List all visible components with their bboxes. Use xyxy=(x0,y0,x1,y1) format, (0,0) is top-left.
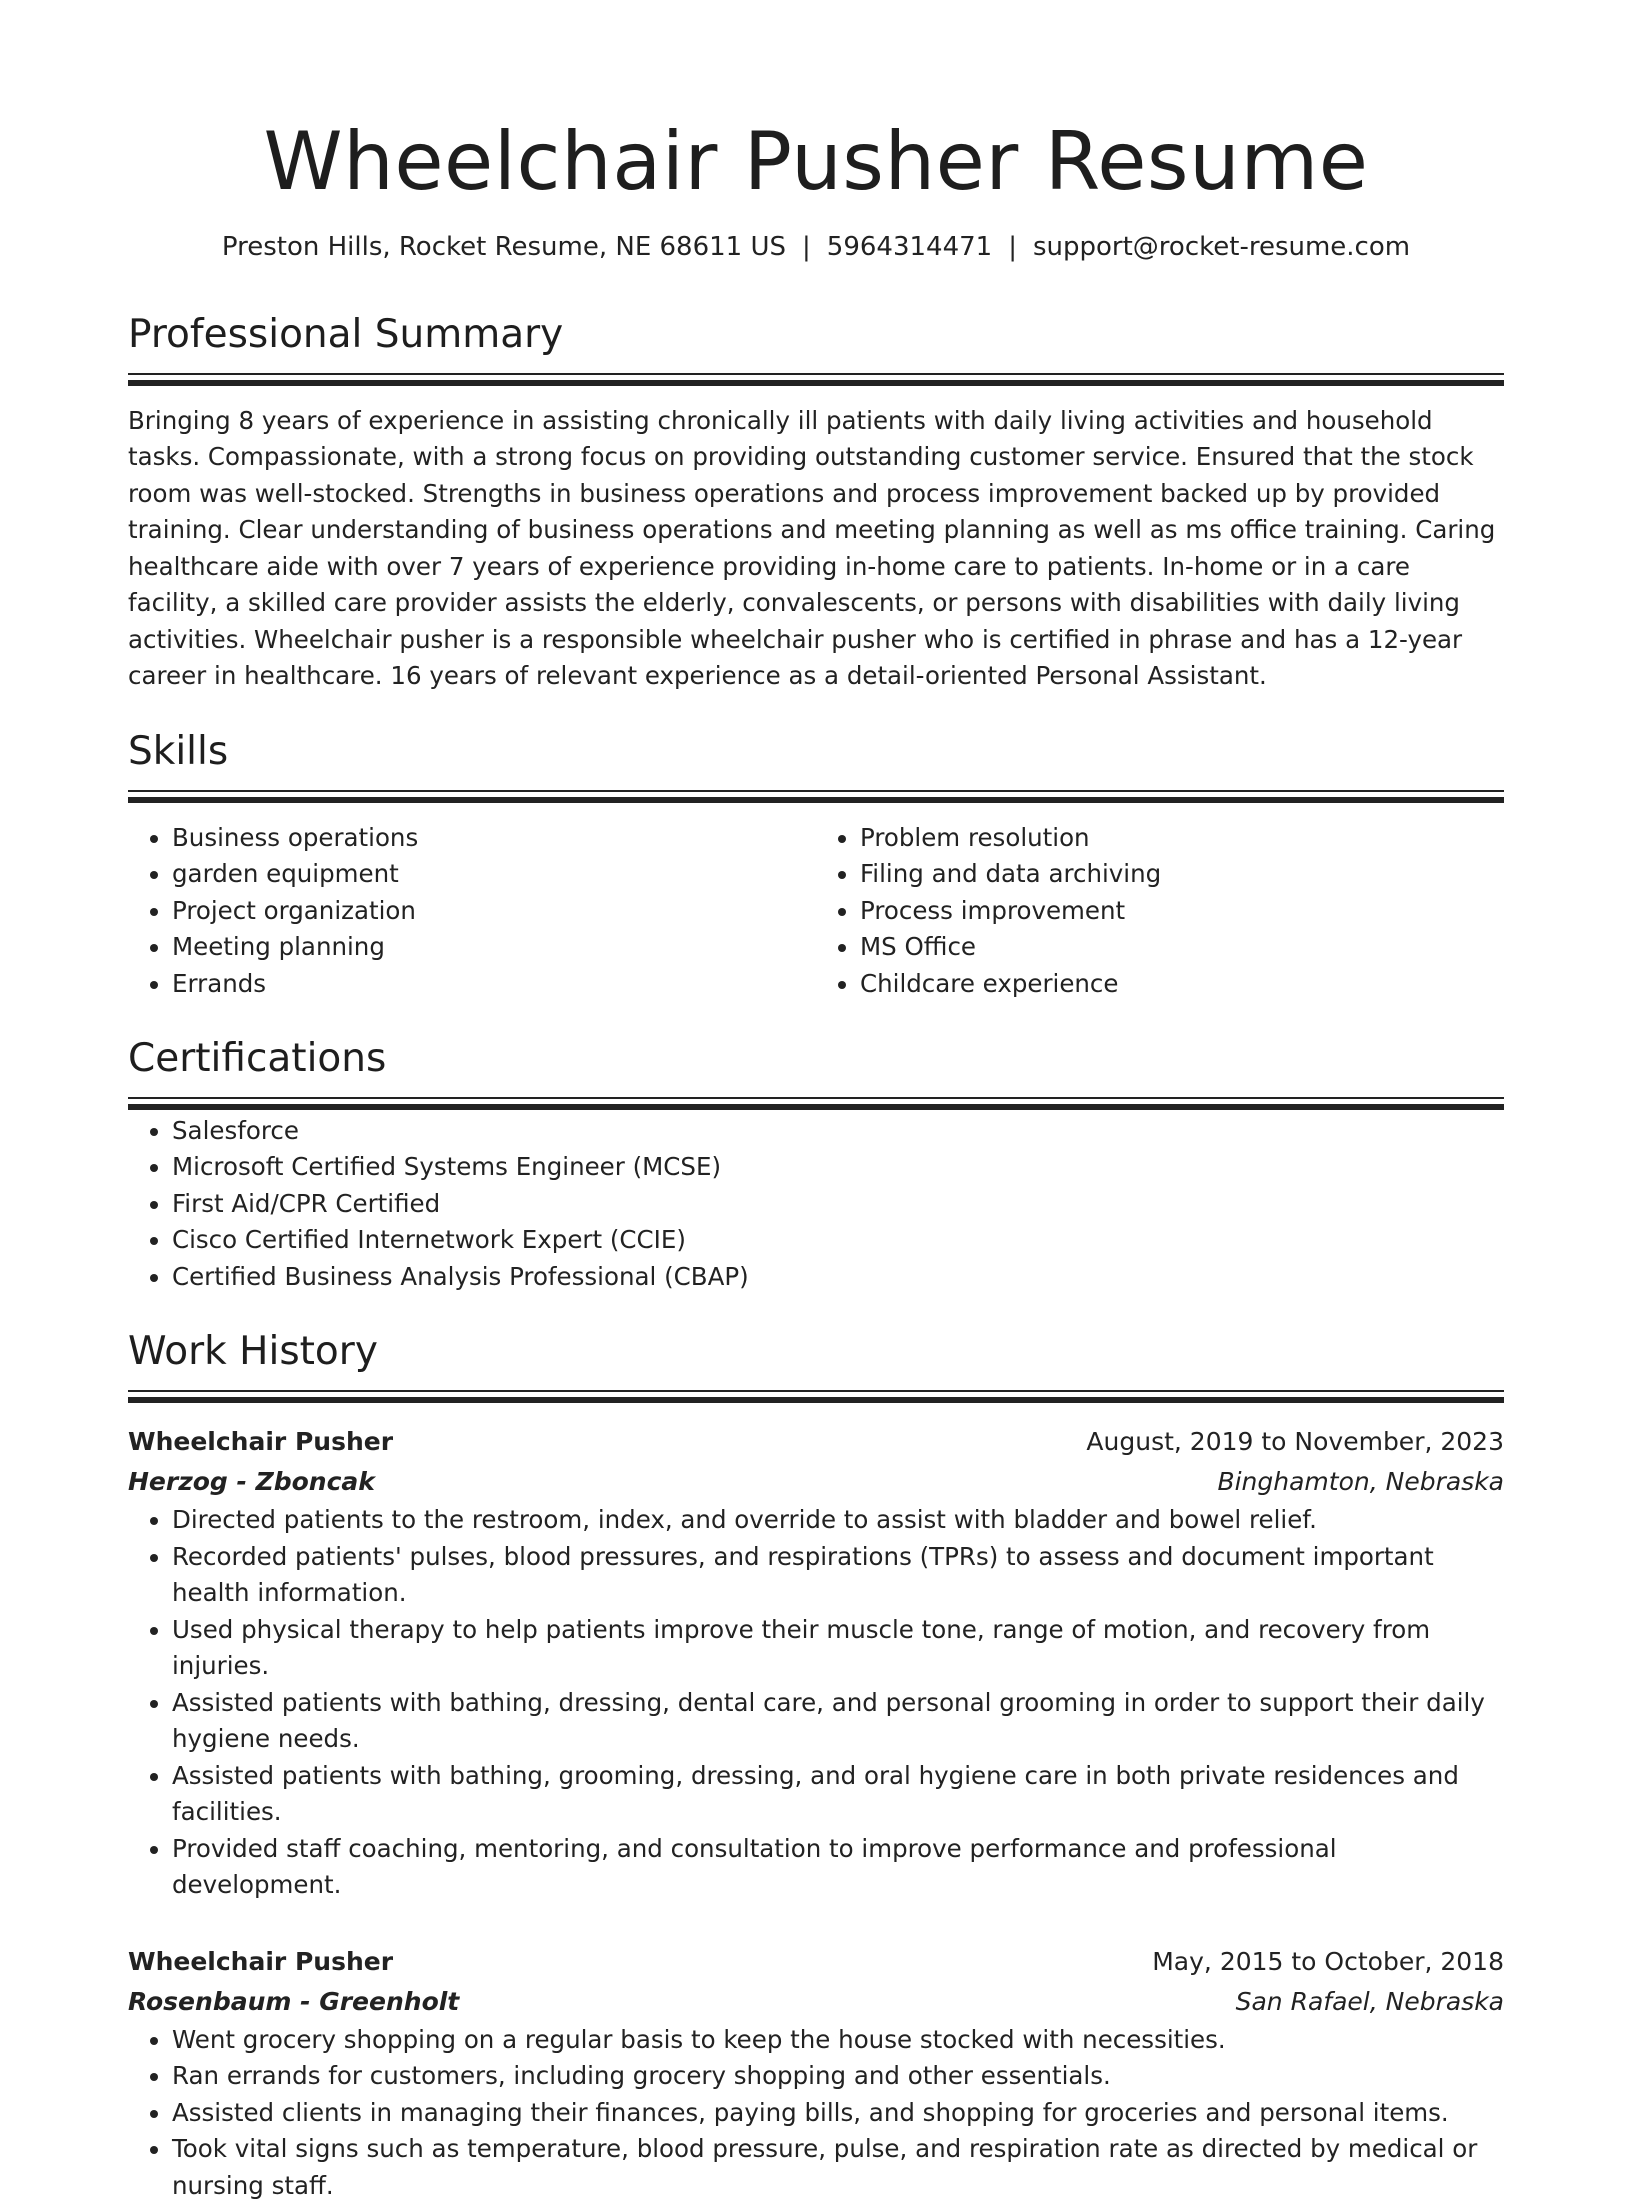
certifications-section xyxy=(128,1036,1504,1295)
job-duty-item: • Used physical therapy to help patients improve their muscle tone, range of motion, and recovery from injuries. xyxy=(172,1612,1504,1685)
job-duties-list xyxy=(128,1502,1504,1904)
job-duty-item: • Directed patients to the restroom, index, and override to assist with bladder and bowel relief. xyxy=(172,1502,1504,1539)
section-divider xyxy=(128,1390,1504,1406)
job-duty-item: • Provided staff coaching, mentoring, and consultation to improve performance and professional development. xyxy=(172,1831,1504,1904)
skill-item: • Project organization xyxy=(172,893,816,930)
certification-item: • First Aid/CPR Certified xyxy=(172,1186,1504,1223)
summary-text: Bringing 8 years of experience in assisting chronically ill patients with daily living activities and household tasks. Compassionate, with a strong focus on providing outstanding customer service. Ensured that the stock room was well-stocked. Strengths in business operations and process improvement backed up by provided training. Clear understanding of business operations and meeting planning as well as ms office training. Caring healthcare aide with over 7 years of experience providing in-home care to patients. In-home or in a care facility, a skilled care provider assists the elderly, convalescents, or persons with disabilities with daily living activities. Wheelchair pusher is a responsible wheelchair pusher who is certified in phrase and has a 12-year career in healthcare. 16 years of relevant experience as a detail-oriented Personal Assistant. xyxy=(128,405,1496,691)
skill-item: • Errands xyxy=(172,966,816,1003)
certifications-heading: Certifications xyxy=(128,1036,387,1082)
skill-item: • Filing and data archiving xyxy=(860,856,1504,893)
section-divider xyxy=(128,790,1504,806)
summary-heading: Professional Summary xyxy=(128,312,564,357)
job-company: Herzog - Zboncak xyxy=(128,1467,375,1497)
job-entry xyxy=(128,1422,1504,1904)
contact-line xyxy=(128,232,1504,262)
job-header-row xyxy=(128,1942,1504,1982)
job-company: Rosenbaum - Greenholt xyxy=(128,1986,460,2016)
job-duty-item: • Assisted patients with bathing, dressing, dental care, and personal grooming in order to support their daily hygiene needs. xyxy=(172,1685,1504,1758)
job-duty-item: • Assisted patients with bathing, grooming, dressing, and oral hygiene care in both private residences and facilities. xyxy=(172,1758,1504,1831)
certification-item: • Cisco Certified Internetwork Expert (CCIE) xyxy=(172,1222,1504,1259)
contact-email: support@rocket-resume.com xyxy=(1032,232,1411,262)
skills-grid xyxy=(128,820,1504,1003)
summary-section xyxy=(128,312,1504,695)
skill-item: • Problem resolution xyxy=(860,820,1504,857)
section-divider xyxy=(128,1097,1504,1113)
contact-separator: | xyxy=(1008,232,1017,262)
resume-title: Wheelchair Pusher Resume xyxy=(263,115,1369,208)
skills-column-left xyxy=(128,820,816,1003)
job-title: Wheelchair Pusher xyxy=(128,1946,394,1976)
contact-separator: | xyxy=(802,232,811,262)
job-location: Binghamton, Nebraska xyxy=(1217,1467,1504,1497)
job-dates: August, 2019 to November, 2023 xyxy=(1086,1427,1504,1457)
work-history-heading: Work History xyxy=(128,1329,378,1375)
skill-item: • Meeting planning xyxy=(172,929,816,966)
section-divider xyxy=(128,373,1504,389)
job-duty-item: • Went grocery shopping on a regular basis to keep the house stocked with necessities. xyxy=(172,2022,1504,2059)
skill-item: • Childcare experience xyxy=(860,966,1504,1003)
skills-heading: Skills xyxy=(128,728,229,774)
work-history-section xyxy=(128,1329,1504,2204)
skills-list-left xyxy=(128,820,816,1003)
skill-item: • Business operations xyxy=(172,820,816,857)
certification-item: • Salesforce xyxy=(172,1113,1504,1150)
job-dates: May, 2015 to October, 2018 xyxy=(1152,1946,1504,1976)
job-entry xyxy=(128,1942,1504,2204)
certification-item: • Microsoft Certified Systems Engineer (MCSE) xyxy=(172,1149,1504,1186)
skill-item: • garden equipment xyxy=(172,856,816,893)
certifications-list xyxy=(128,1113,1504,1296)
skill-item: • Process improvement xyxy=(860,893,1504,930)
job-duty-item: • Took vital signs such as temperature, blood pressure, pulse, and respiration rate as directed by medical or nursing staff. xyxy=(172,2131,1504,2204)
job-duty-item: • Ran errands for customers, including grocery shopping and other essentials. xyxy=(172,2058,1504,2095)
job-duty-item: • Recorded patients' pulses, blood pressures, and respirations (TPRs) to assess and document important health information. xyxy=(172,1539,1504,1612)
job-title: Wheelchair Pusher xyxy=(128,1427,394,1457)
job-location: San Rafael, Nebraska xyxy=(1235,1986,1504,2016)
job-duties-list xyxy=(128,2022,1504,2204)
job-header-row xyxy=(128,1422,1504,1462)
skills-column-right xyxy=(816,820,1504,1003)
contact-phone: 5964314471 xyxy=(826,232,993,262)
skills-section xyxy=(128,729,1504,1002)
skill-item: • MS Office xyxy=(860,929,1504,966)
job-duty-item: • Assisted clients in managing their finances, paying bills, and shopping for groceries and personal items. xyxy=(172,2095,1504,2132)
skills-list-right xyxy=(816,820,1504,1003)
contact-address: Preston Hills, Rocket Resume, NE 68611 US xyxy=(221,232,787,262)
job-employer-row xyxy=(128,1462,1504,1502)
certification-item: • Certified Business Analysis Professional (CBAP) xyxy=(172,1259,1504,1296)
job-employer-row xyxy=(128,1982,1504,2022)
